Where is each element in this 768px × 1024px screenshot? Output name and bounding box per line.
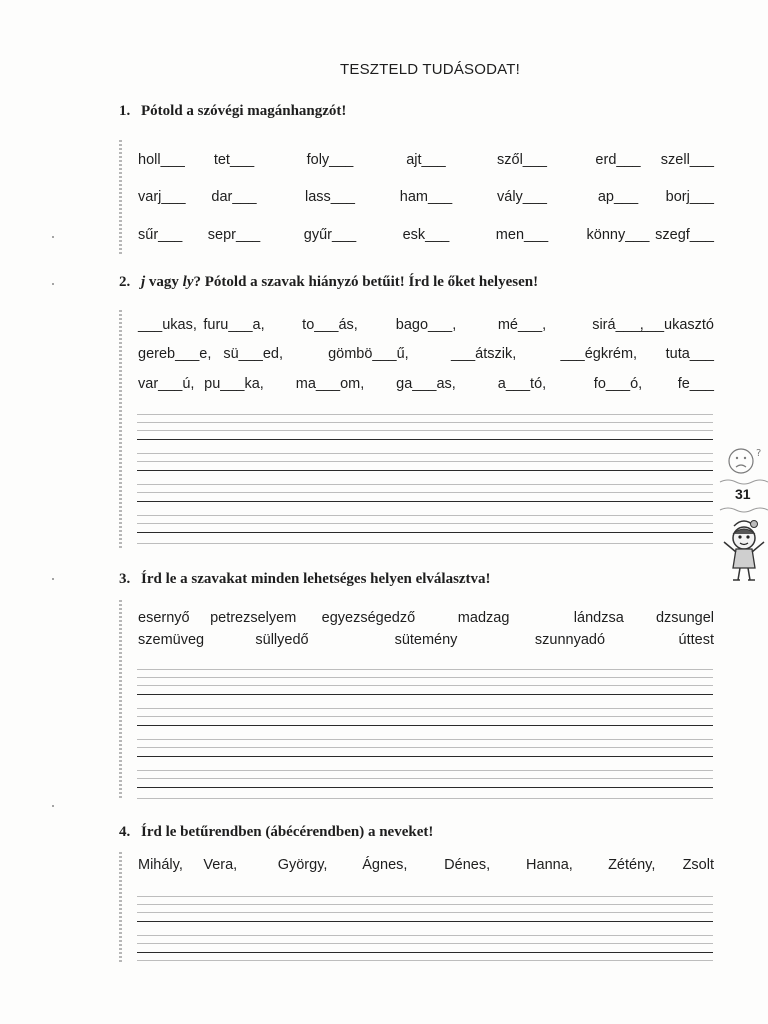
fill-in-word: erd___	[595, 152, 641, 168]
name-word: Zétény,	[608, 857, 656, 873]
scan-speck	[52, 805, 54, 807]
fill-in-word: dar___	[211, 189, 257, 205]
hyphenation-word: egyezségedző	[321, 610, 416, 626]
fill-in-word: ___átszik,	[450, 346, 517, 362]
task-3-writing-lines[interactable]	[137, 665, 713, 803]
hyphenation-word: petrezselyem	[210, 610, 297, 626]
fill-in-word: könny___	[586, 227, 650, 243]
task-4-instruction: Írd le betűrendben (ábécérendben) a neveket!	[141, 824, 434, 840]
hyphenation-word: sütemény	[394, 632, 458, 648]
task-3-number: 3.	[119, 571, 131, 587]
fill-in-word: ham___	[399, 189, 453, 205]
scan-speck	[52, 283, 54, 285]
fill-in-word: ma___om,	[295, 376, 365, 392]
page-title: TESZTELD TUDÁSODAT!	[340, 61, 520, 78]
fill-in-word: sirá___,	[592, 317, 644, 333]
hyphenation-word: úttest	[678, 632, 714, 648]
fill-in-word: sepr___	[207, 227, 261, 243]
fill-in-word: to___ás,	[302, 317, 358, 333]
fill-in-word: bago___,	[395, 317, 457, 333]
task-1-row	[138, 227, 714, 249]
fill-in-word: sűr___	[138, 227, 183, 243]
fill-in-word: fe___	[677, 376, 714, 392]
task-2-margin-bar	[119, 310, 122, 550]
task-4-names-row	[138, 857, 714, 879]
fill-in-word: ajt___	[406, 152, 446, 168]
girl-mascot-icon	[720, 518, 768, 588]
name-word: György,	[277, 857, 328, 873]
hyphenation-word: dzsungel	[655, 610, 714, 626]
task-2-letter-ly: ly	[182, 274, 194, 290]
fill-in-word: fo___ó,	[593, 376, 643, 392]
fill-in-word: ga___as,	[396, 376, 456, 392]
fill-in-word: foly___	[306, 152, 354, 168]
task-3-heading	[119, 571, 491, 588]
task-4-writing-lines[interactable]	[137, 892, 713, 964]
task-2-row	[138, 376, 714, 398]
fill-in-word: tet___	[213, 152, 255, 168]
task-1-number: 1.	[119, 103, 131, 119]
name-word: Dénes,	[444, 857, 491, 873]
fill-in-word: sü___ed,	[223, 346, 284, 362]
task-4-number: 4.	[119, 824, 131, 840]
name-word: Vera,	[203, 857, 238, 873]
task-2-writing-lines[interactable]	[137, 410, 713, 548]
task-1-row	[138, 189, 714, 211]
task-1-margin-bar	[119, 140, 122, 254]
fill-in-word: furu___a,	[203, 317, 265, 333]
task-2-letter-j: j	[141, 274, 146, 290]
fill-in-word: borj___	[665, 189, 714, 205]
task-2-vagy: vagy	[145, 274, 183, 290]
scan-speck	[52, 578, 54, 580]
task-2-number: 2.	[119, 274, 131, 290]
fill-in-word: esk___	[402, 227, 450, 243]
fill-in-word: gömbö___ű,	[328, 346, 409, 362]
fill-in-word: ___ukas,	[138, 317, 197, 333]
task-1-row	[138, 152, 714, 174]
name-word: Ágnes,	[362, 857, 408, 873]
task-2-row	[138, 346, 714, 368]
fill-in-word: holl___	[138, 152, 185, 168]
fill-in-word: varj___	[138, 189, 186, 205]
thinking-face-icon	[725, 443, 767, 479]
task-1-heading	[119, 103, 346, 120]
task-3-row	[138, 610, 714, 632]
task-4-heading	[119, 824, 433, 841]
fill-in-word: gereb___e,	[138, 346, 212, 362]
fill-in-word: szől___	[497, 152, 547, 168]
fill-in-word: ___ukasztó	[639, 317, 714, 333]
hyphenation-word: süllyedő	[255, 632, 309, 648]
hyphenation-word: madzag	[457, 610, 510, 626]
hyphenation-word: lándzsa	[573, 610, 624, 626]
fill-in-word: lass___	[305, 189, 355, 205]
fill-in-word: szegf___	[655, 227, 714, 243]
fill-in-word: gyűr___	[303, 227, 357, 243]
fill-in-word: var___ú,	[138, 376, 195, 392]
task-3-instruction: Írd le a szavakat minden lehetséges helyen elválasztva!	[141, 571, 491, 587]
fill-in-word: tuta___	[665, 346, 714, 362]
name-word: Mihály,	[138, 857, 183, 873]
hyphenation-word: szunnyadó	[534, 632, 606, 648]
task-3-row	[138, 632, 714, 654]
page-number: 31	[735, 486, 751, 502]
scan-speck	[52, 236, 54, 238]
task-2-heading	[119, 274, 538, 291]
svg-text:?: ?	[756, 448, 762, 459]
task-2-instruction: ? Pótold a szavak hiányzó betűit! Írd le őket helyesen!	[193, 274, 539, 290]
name-word: Hanna,	[526, 857, 573, 873]
task-3-margin-bar	[119, 600, 122, 800]
task-1-instruction: Pótold a szóvégi magánhangzót!	[141, 103, 347, 119]
fill-in-word: a___tó,	[497, 376, 547, 392]
fill-in-word: pu___ka,	[204, 376, 264, 392]
fill-in-word: men___	[495, 227, 549, 243]
hyphenation-word: szemüveg	[138, 632, 205, 648]
fill-in-word: mé___,	[497, 317, 547, 333]
fill-in-word: ap___	[597, 189, 639, 205]
hyphenation-word: esernyő	[138, 610, 190, 626]
fill-in-word: vály___	[497, 189, 547, 205]
name-word: Zsolt	[682, 857, 714, 873]
fill-in-word: szell___	[660, 152, 714, 168]
fill-in-word: ___égkrém,	[560, 346, 638, 362]
task-2-row	[138, 317, 714, 339]
task-4-margin-bar	[119, 852, 122, 962]
